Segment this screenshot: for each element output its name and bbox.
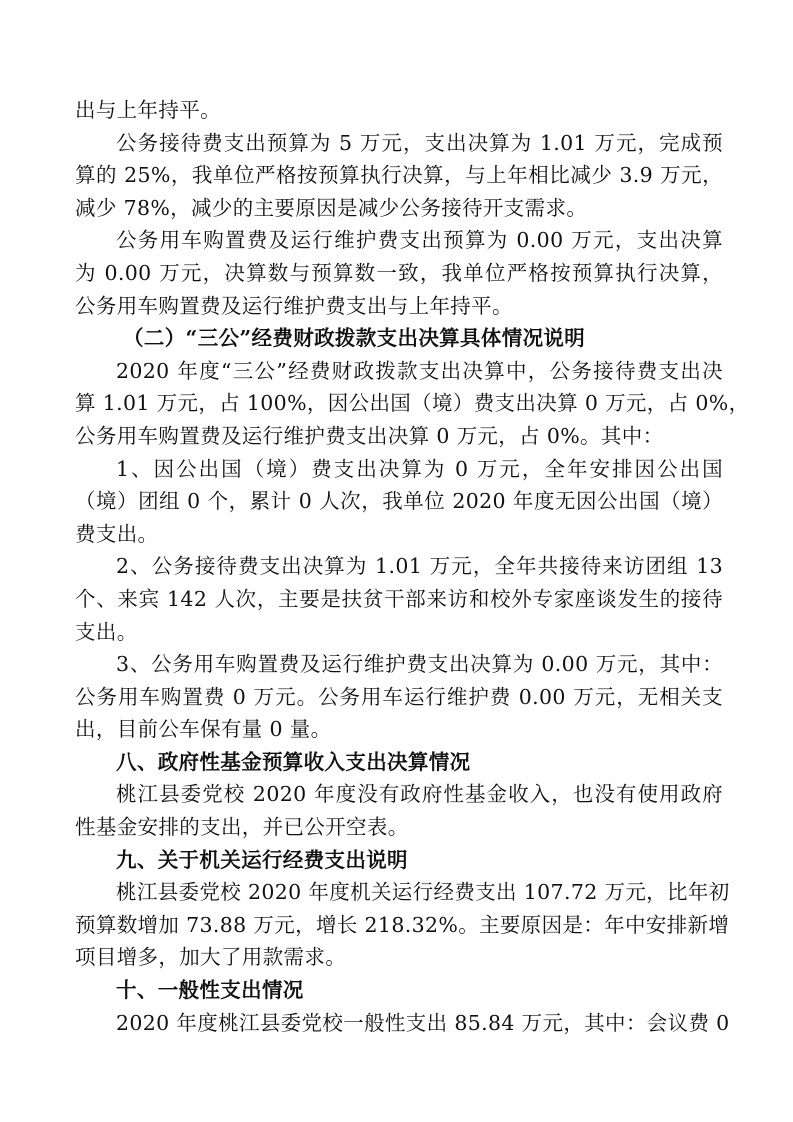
- text-line: 公务用车购置费及运行维护费支出与上年持平。: [75, 293, 513, 318]
- text-line: 桃江县委党校 2020 年度机关运行经费支出 107.72 万元，比年初: [116, 880, 730, 905]
- section-heading: 八、政府性基金预算收入支出决算情况: [116, 749, 471, 774]
- section-heading: 九、关于机关运行经费支出说明: [116, 847, 408, 872]
- text-line: 公务用车购置费及运行维护费支出预算为 0.00 万元，支出决算: [116, 228, 723, 253]
- text-line: 为 0.00 万元，决算数与预算数一致，我单位严格按预算执行决算，: [75, 260, 723, 285]
- text-line: 预算数增加 73.88 万元，增长 218.32%。主要原因是：年中安排新增: [75, 912, 730, 937]
- text-line: 1、因公出国（境）费支出决算为 0 万元，全年安排因公出国: [116, 456, 723, 481]
- text-line: 公务用车购置费及运行维护费支出决算 0 万元，占 0%。其中：: [75, 423, 664, 448]
- text-line: 算 1.01 万元，占 100%，因公出国（境）费支出决算 0 万元，占 0%，: [75, 391, 750, 416]
- text-line: 出与上年持平。: [75, 98, 221, 122]
- text-line: 3、公务用车购置费及运行维护费支出决算为 0.00 万元，其中：: [116, 652, 723, 677]
- text-line: 2020 年度“三公”经费财政拨款支出决算中，公务接待费支出决: [116, 358, 723, 383]
- text-line: 项目增多，加大了用款需求。: [75, 945, 347, 970]
- text-line: 公务接待费支出预算为 5 万元，支出决算为 1.01 万元，完成预: [116, 130, 723, 155]
- text-line: 支出。: [75, 619, 138, 644]
- section-heading: 十、一般性支出情况: [116, 978, 304, 1003]
- text-line: （境）团组 0 个，累计 0 人次，我单位 2020 年度无因公出国（境）: [75, 489, 723, 514]
- text-line: 性基金安排的支出，并已公开空表。: [75, 815, 409, 840]
- text-line: 算的 25%，我单位严格按预算执行决算，与上年相比减少 3.9 万元，: [75, 163, 723, 188]
- text-line: 公务用车购置费 0 万元。公务用车运行维护费 0.00 万元，无相关支: [75, 684, 723, 709]
- text-line: 费支出。: [75, 521, 159, 546]
- section-heading: （二）“三公”经费财政拨款支出决算具体情况说明: [123, 326, 586, 351]
- text-line: 2020 年度桃江县委党校一般性支出 85.84 万元，其中：会议费 0: [116, 1010, 730, 1035]
- document-page: [75, 94, 750, 1039]
- text-line: 减少 78%，减少的主要原因是减少公务接待开支需求。: [75, 195, 588, 220]
- text-line: 桃江县委党校 2020 年度没有政府性基金收入，也没有使用政府: [116, 782, 723, 807]
- text-line: 出，目前公车保有量 0 量。: [75, 717, 332, 742]
- text-line: 2、公务接待费支出决算为 1.01 万元，全年共接待来访团组 13: [116, 554, 723, 579]
- text-line: 个、来宾 142 人次，主要是扶贫干部来访和校外专家座谈发生的接待: [75, 586, 723, 611]
